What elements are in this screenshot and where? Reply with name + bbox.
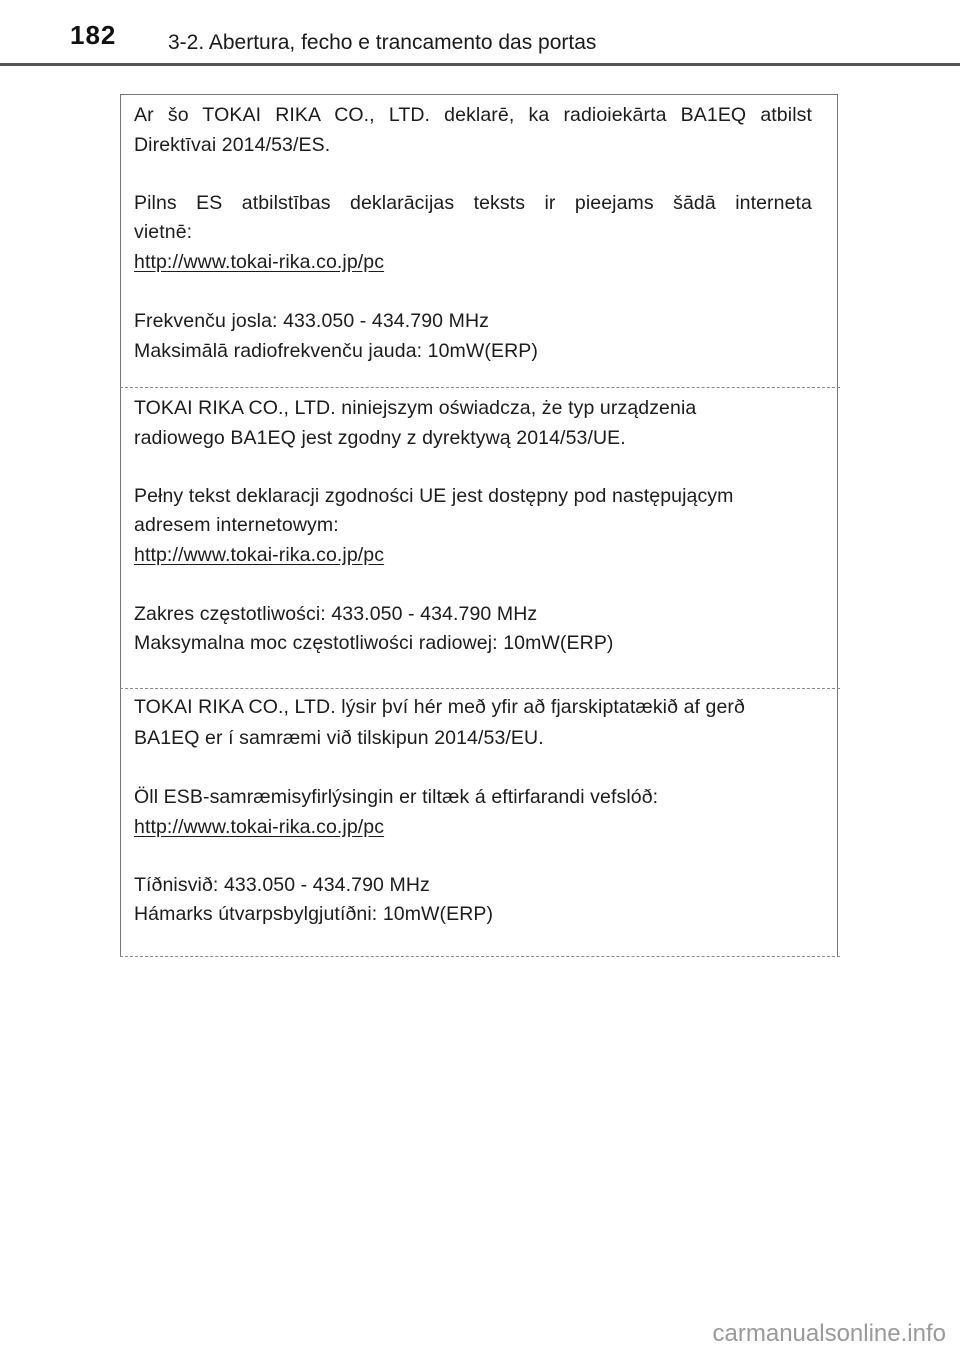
declaration-text-line1: TOKAI RIKA CO., LTD. lýsir því hér með yfir að fjarskiptatækið af gerð — [134, 696, 745, 718]
frequency-band: Frekvenču josla: 433.050 - 434.790 MHz — [134, 310, 489, 332]
declarations-box — [120, 94, 838, 956]
declaration-text-line1: TOKAI RIKA CO., LTD. niniejszym oświadcza, że typ urządzenia — [134, 397, 697, 419]
block-divider — [120, 387, 840, 388]
full-text-notice-line1: Öll ESB-samræmisyfirlýsingin er tiltæk á eftirfarandi vefslóð: — [134, 786, 659, 808]
full-text-notice-line2: vietnē: — [134, 221, 193, 243]
full-text-notice-line2: adresem internetowym: — [134, 514, 339, 536]
box-bottom-border — [120, 956, 840, 957]
full-text-notice-line1: Pełny tekst deklaracji zgodności UE jest dostępny pod następującym — [134, 485, 734, 507]
page-number: 182 — [70, 20, 117, 50]
declaration-url-link[interactable]: http://www.tokai-rika.co.jp/pc — [134, 816, 385, 838]
declaration-text-line2: Direktīvai 2014/53/ES. — [134, 134, 331, 156]
frequency-band: Tíðnisvið: 433.050 - 434.790 MHz — [134, 874, 430, 896]
frequency-band: Zakres częstotliwości: 433.050 - 434.790 MHz — [134, 603, 538, 625]
declaration-text-line1: Ar šo TOKAI RIKA CO., LTD. deklarē, ka radioiekārta BA1EQ atbilst — [134, 104, 812, 126]
declaration-text-line2: radiowego BA1EQ jest zgodny z dyrektywą 2014/53/UE. — [134, 427, 626, 449]
max-power: Maksimālā radiofrekvenču jauda: 10mW(ERP) — [134, 340, 538, 362]
declaration-text-line2: BA1EQ er í samræmi við tilskipun 2014/53/EU. — [134, 727, 544, 749]
full-text-notice-line1: Pilns ES atbilstības deklarācijas teksts ir pieejams šādā interneta — [134, 192, 812, 214]
page-header — [0, 0, 960, 68]
watermark: carmanualsonline.info — [712, 1320, 946, 1347]
declaration-block-latvian — [121, 95, 839, 387]
declaration-block-icelandic — [121, 690, 839, 956]
max-power: Maksymalna moc częstotliwości radiowej: 10mW(ERP) — [134, 632, 614, 654]
section-title: 3-2. Abertura, fecho e trancamento das portas — [168, 31, 597, 54]
declaration-block-polish — [121, 389, 839, 685]
declaration-url-link[interactable]: http://www.tokai-rika.co.jp/pc — [134, 544, 385, 566]
header-divider — [0, 63, 960, 66]
max-power: Hámarks útvarpsbylgjutíðni: 10mW(ERP) — [134, 903, 494, 925]
declaration-url-link[interactable]: http://www.tokai-rika.co.jp/pc — [134, 251, 385, 273]
block-divider — [120, 688, 840, 689]
